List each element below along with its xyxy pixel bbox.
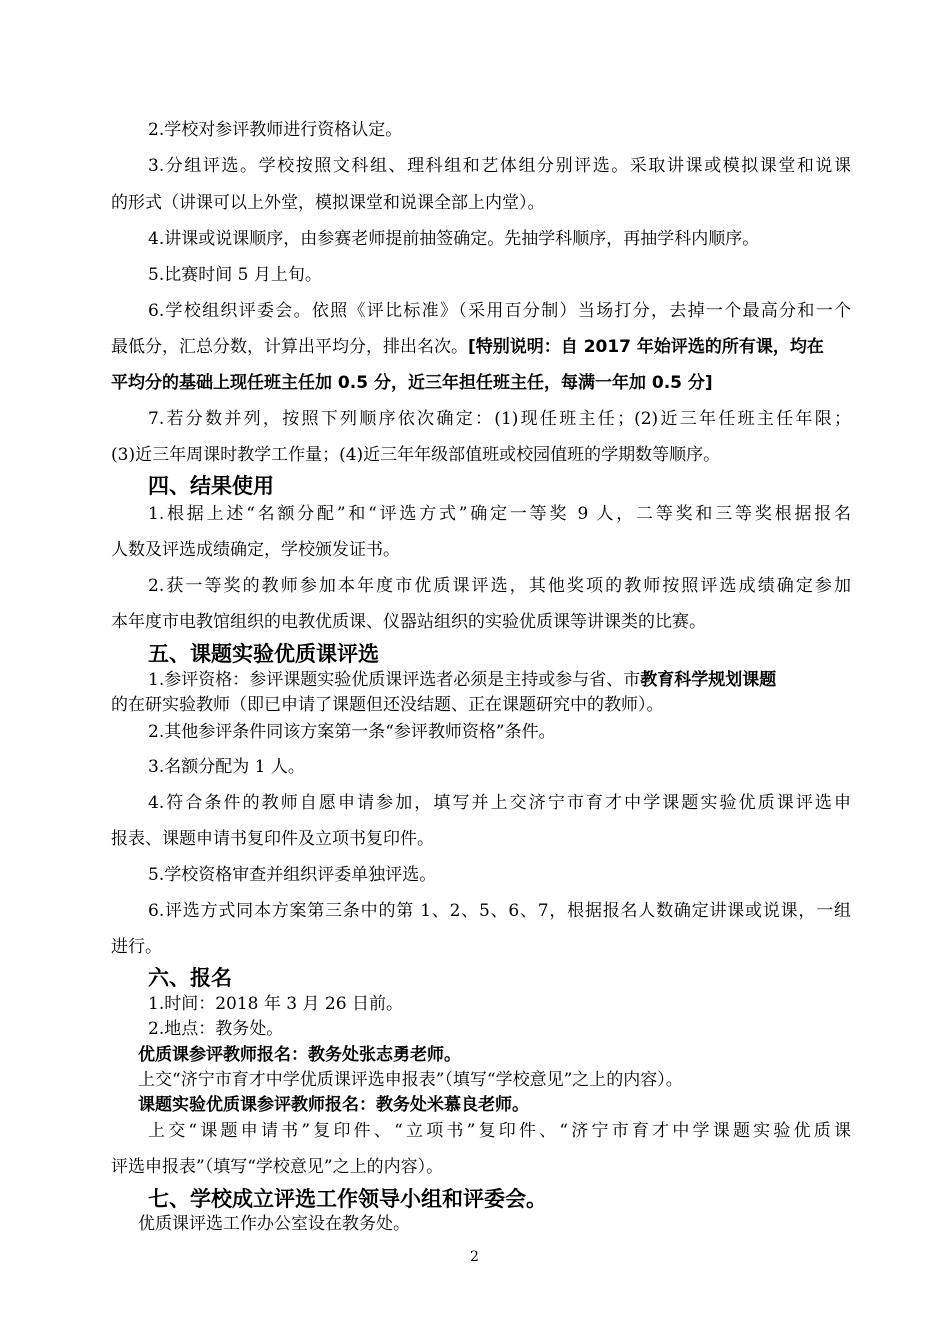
section-5-p3: 3.名额分配为 1 人。 (148, 757, 305, 777)
item-6-line-1: 6.学校组织评委会。依照《评比标准》（采用百分制）当场打分，去掉一个最高分和一个 (148, 301, 851, 321)
item-6-line-2 (111, 337, 824, 357)
section-6-p6-line-1: 上交“课题申请书”复印件、“立项书”复印件、“济宁市育才中学课题实验优质课 (148, 1121, 851, 1141)
section-5-p6-line-1: 6.评选方式同本方案第三条中的第 1、2、5、6、7，根据报名人数确定讲课或说课，一组 (148, 901, 851, 921)
section-6-p4: 上交“济宁市育才中学优质课评选申报表”（填写“学校意见”之上的内容）。 (138, 1070, 683, 1090)
item-3-line-2: 的形式（讲课可以上外堂，模拟课堂和说课全部上内堂）。 (111, 193, 545, 213)
special-note-end: 平均分的基础上现任班主任加 0.5 分，近三年担任班主任，每满一年加 0.5 分] (111, 373, 713, 393)
item-4: 4.讲课或说课顺序，由参赛老师提前抽签确定。先抽学科顺序，再抽学科内顺序。 (148, 229, 760, 249)
section-5-p4-line-2: 报表、课题申请书复印件及立项书复印件。 (111, 829, 434, 849)
section-4-p1-line-1: 1.根据上述“名额分配”和“评选方式”确定一等奖 9 人，二等奖和三等奖根据报名 (148, 504, 851, 524)
section-5-p1-line-2: 的在研实验教师（即已申请了课题但还没结题、正在课题研究中的教师）。 (111, 695, 664, 715)
item-7-line-2: (3)近三年周课时教学工作量；(4)近三年年级部值班或校园值班的学期数等顺序。 (111, 445, 721, 465)
section-4-p2-line-2: 本年度市电教馆组织的电教优质课、仪器站组织的实验优质课等讲课类的比赛。 (111, 612, 706, 632)
section-5-heading: 五、课题实验优质课评选 (148, 642, 379, 666)
section-5-p6-line-2: 进行。 (111, 937, 162, 957)
section-6-p6-line-2: 评选申报表”（填写“学校意见”之上的内容）。 (111, 1157, 444, 1177)
item-2: 2.学校对参评教师进行资格认定。 (148, 120, 403, 140)
section-5-p2: 2.其他参评条件同该方案第一条“参评教师资格”条件。 (148, 722, 556, 742)
section-7-p1: 优质课评选工作办公室设在教务处。 (138, 1214, 410, 1234)
item-5: 5.比赛时间 5 月上旬。 (148, 265, 322, 285)
special-note-start: [特别说明：自 2017 年始评选的所有课，均在 (468, 337, 824, 357)
page-number: 2 (470, 1249, 479, 1265)
section-4-p2-line-1: 2.获一等奖的教师参加本年度市优质课评选，其他奖项的教师按照评选成绩确定参加 (148, 576, 851, 596)
section-4-heading: 四、结果使用 (148, 474, 274, 498)
section-7-heading: 七、学校成立评选工作领导小组和评委会。 (148, 1187, 547, 1211)
item-3-line-1: 3.分组评选。学校按照文科组、理科组和艺体组分别评选。采取讲课或模拟课堂和说课 (148, 156, 851, 176)
section-4-p1-line-2: 人数及评选成绩确定，学校颁发证书。 (111, 540, 400, 560)
item-7-line-1: 7.若分数并列，按照下列顺序依次确定：(1)现任班主任；(2)近三年任班主任年限； (148, 409, 851, 429)
section-6-p1: 1.时间：2018 年 3 月 26 日前。 (148, 994, 403, 1014)
section-6-p5: 课题实验优质课参评教师报名：教务处米慕良老师。 (138, 1095, 529, 1115)
section-6-p2: 2.地点：教务处。 (148, 1019, 284, 1039)
section-5-p1-bold: 教育科学规划课题 (640, 670, 777, 690)
section-6-heading: 六、报名 (148, 966, 232, 990)
item-6-line-2-text: 最低分，汇总分数，计算出平均分，排出名次。 (111, 337, 468, 357)
section-5-p5: 5.学校资格审查并组织评委单独评选。 (148, 865, 437, 885)
section-6-p3: 优质课参评教师报名：教务处张志勇老师。 (138, 1045, 461, 1065)
section-5-p4-line-1: 4.符合条件的教师自愿申请参加，填写并上交济宁市育才中学课题实验优质课评选申 (148, 793, 851, 813)
section-5-p1-text: 1.参评资格：参评课题实验优质课评选者必须是主持或参与省、市 (148, 670, 641, 690)
section-5-p1-line-1 (148, 670, 776, 690)
